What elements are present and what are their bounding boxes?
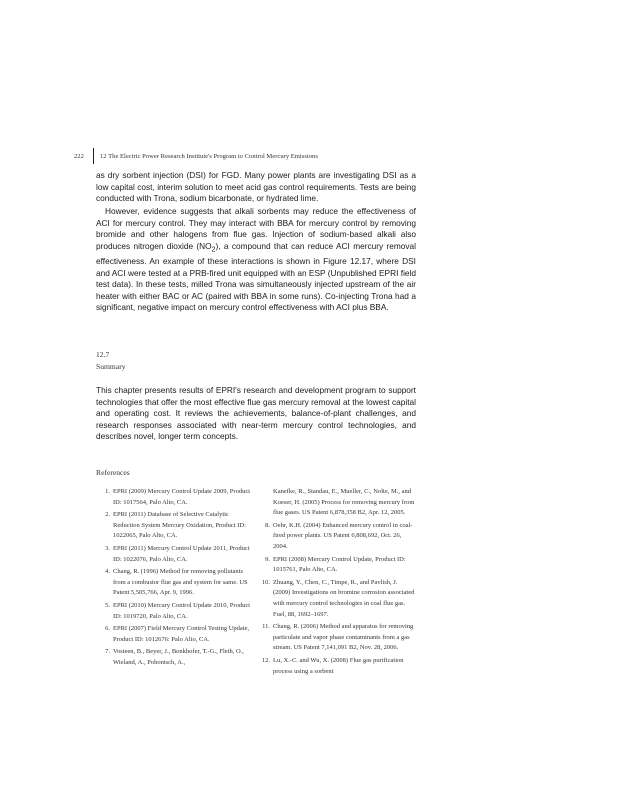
summary-paragraph: [96, 385, 416, 443]
page-header: [74, 152, 544, 164]
reference-continuation: Kanefke, R., Standau, E., Mueller, C., Nolte, M., and Koeser, H. (2005) Process for removing mercury from flue gases. US Patent 6,878,358 B2, Apr. 12, 2005.: [273, 488, 415, 517]
section-number: 12.7: [96, 350, 110, 359]
reference-item: 4. Chang, R. (1996) Method for removing pollutants from a combustor flue gas and system for same. US Patent 5,505,766, Apr. 9, 1996.: [105, 568, 248, 597]
reference-item: 12. Lu, X.-C. and Wu, X. (2008) Flue gas purification process using a sorbent: [261, 656, 404, 675]
reference-item: 6. EPRI (2007) Field Mercury Control Testing Update, Product ID: 1012676: Palo Alto, CA.: [105, 625, 250, 643]
no2-subscript: 2: [211, 246, 216, 254]
section-title: Summary: [96, 362, 126, 371]
paragraph-2: [96, 206, 416, 314]
reference-item: 1. EPRI (2009) Mercury Control Update 2009, Product ID: 1017564, Palo Alto, CA.: [105, 488, 251, 506]
paragraph-2-part1: However, evidence suggests that alkali sorbents may reduce the effectiveness of ACI for mercury control. They may interact with BBA for mercury control by removing bromide and other halogens from flue gas. Injection of sodium-based alkali also produces nitrogen dioxide (NO: [96, 206, 416, 251]
paragraph-2-part2: ), a compound that can reduce ACI mercury removal effectiveness. An example of these interactions is shown in Figure 12.17, where DSI and ACI were tested at a PRB-fired unit equipped with an ESP (Unpublished EPRI field test data). In these tests, milled Trona was simultaneously injected upstream of the air heater with either BAC or AC (paired with BBA in some runs). Co-injecting Trona had a significant, negative impact on mercury control effectiveness with ACI plus BBA.: [96, 240, 416, 313]
reference-item: 10. Zhuang, Y., Chen, C., Timpe, R., and Pavlish, J. (2009) Investigations on bromine corrosion associated with mercury control technologies in coal flue gas. Fuel, 88, 1692–1697.: [261, 578, 415, 618]
references-title: References: [96, 468, 130, 477]
section-heading: [96, 349, 126, 373]
reference-item: 7. Vosteen, B., Beyer, J., Bonkhofer, T.-G., Fleth, O., Wieland, A., Pohontsch, A.,: [105, 648, 244, 666]
reference-item: 5. EPRI (2010) Mercury Control Update 2010, Product ID: 1019720, Palo Alto, CA.: [105, 601, 251, 620]
header-rule: [93, 148, 94, 164]
reference-item: 8. Oehr, K.H. (2004) Enhanced mercury control in coal-fired power plants. US Patent 6,808,692, Oct. 26, 2004.: [265, 521, 413, 550]
running-head: 12 The Electric Power Research Institute's Program to Control Mercury Emissions: [100, 153, 318, 160]
paragraph-1: [96, 170, 416, 205]
paragraph-2-text: [96, 206, 416, 314]
reference-item: 2. EPRI (2011) Database of Selective Catalytic Reduction System Mercury Oxidation, Product ID: 1022065, Palo Alto, CA.: [105, 511, 246, 540]
references-right-column: [256, 487, 416, 679]
paragraph-1-text: as dry sorbent injection (DSI) for FGD. Many power plants are investigating DSI as a low capital cost, interim solution to meet acid gas control requirements. Tests are being conducted with Trona, sodium bicarbonate, or hydrated lime.: [96, 170, 416, 204]
reference-item: 11. Chang, R. (2006) Method and apparatus for removing particulate and vapor phase contaminants from a gas stream. US Patent 7,141,091 B2, Nov. 28, 2006.: [262, 623, 414, 652]
reference-item: 3. EPRI (2011) Mercury Control Update 2011, Product ID: 1022076, Palo Alto, CA.: [105, 544, 250, 563]
reference-item: 9. EPRI (2008) Mercury Control Update, Product ID: 1015761, Palo Alto, CA.: [265, 555, 406, 574]
references-left-column: [96, 487, 256, 671]
page-number: 222: [74, 153, 84, 160]
summary-text: This chapter presents results of EPRI's research and development program to support technologies that offer the most effective flue gas mercury removal at the lowest capital and operating cost. It reviews the achievements, balance-of-plant challenges, and research responses associated with near-term mercury control technologies, and describes novel, longer term concepts.: [96, 385, 416, 442]
